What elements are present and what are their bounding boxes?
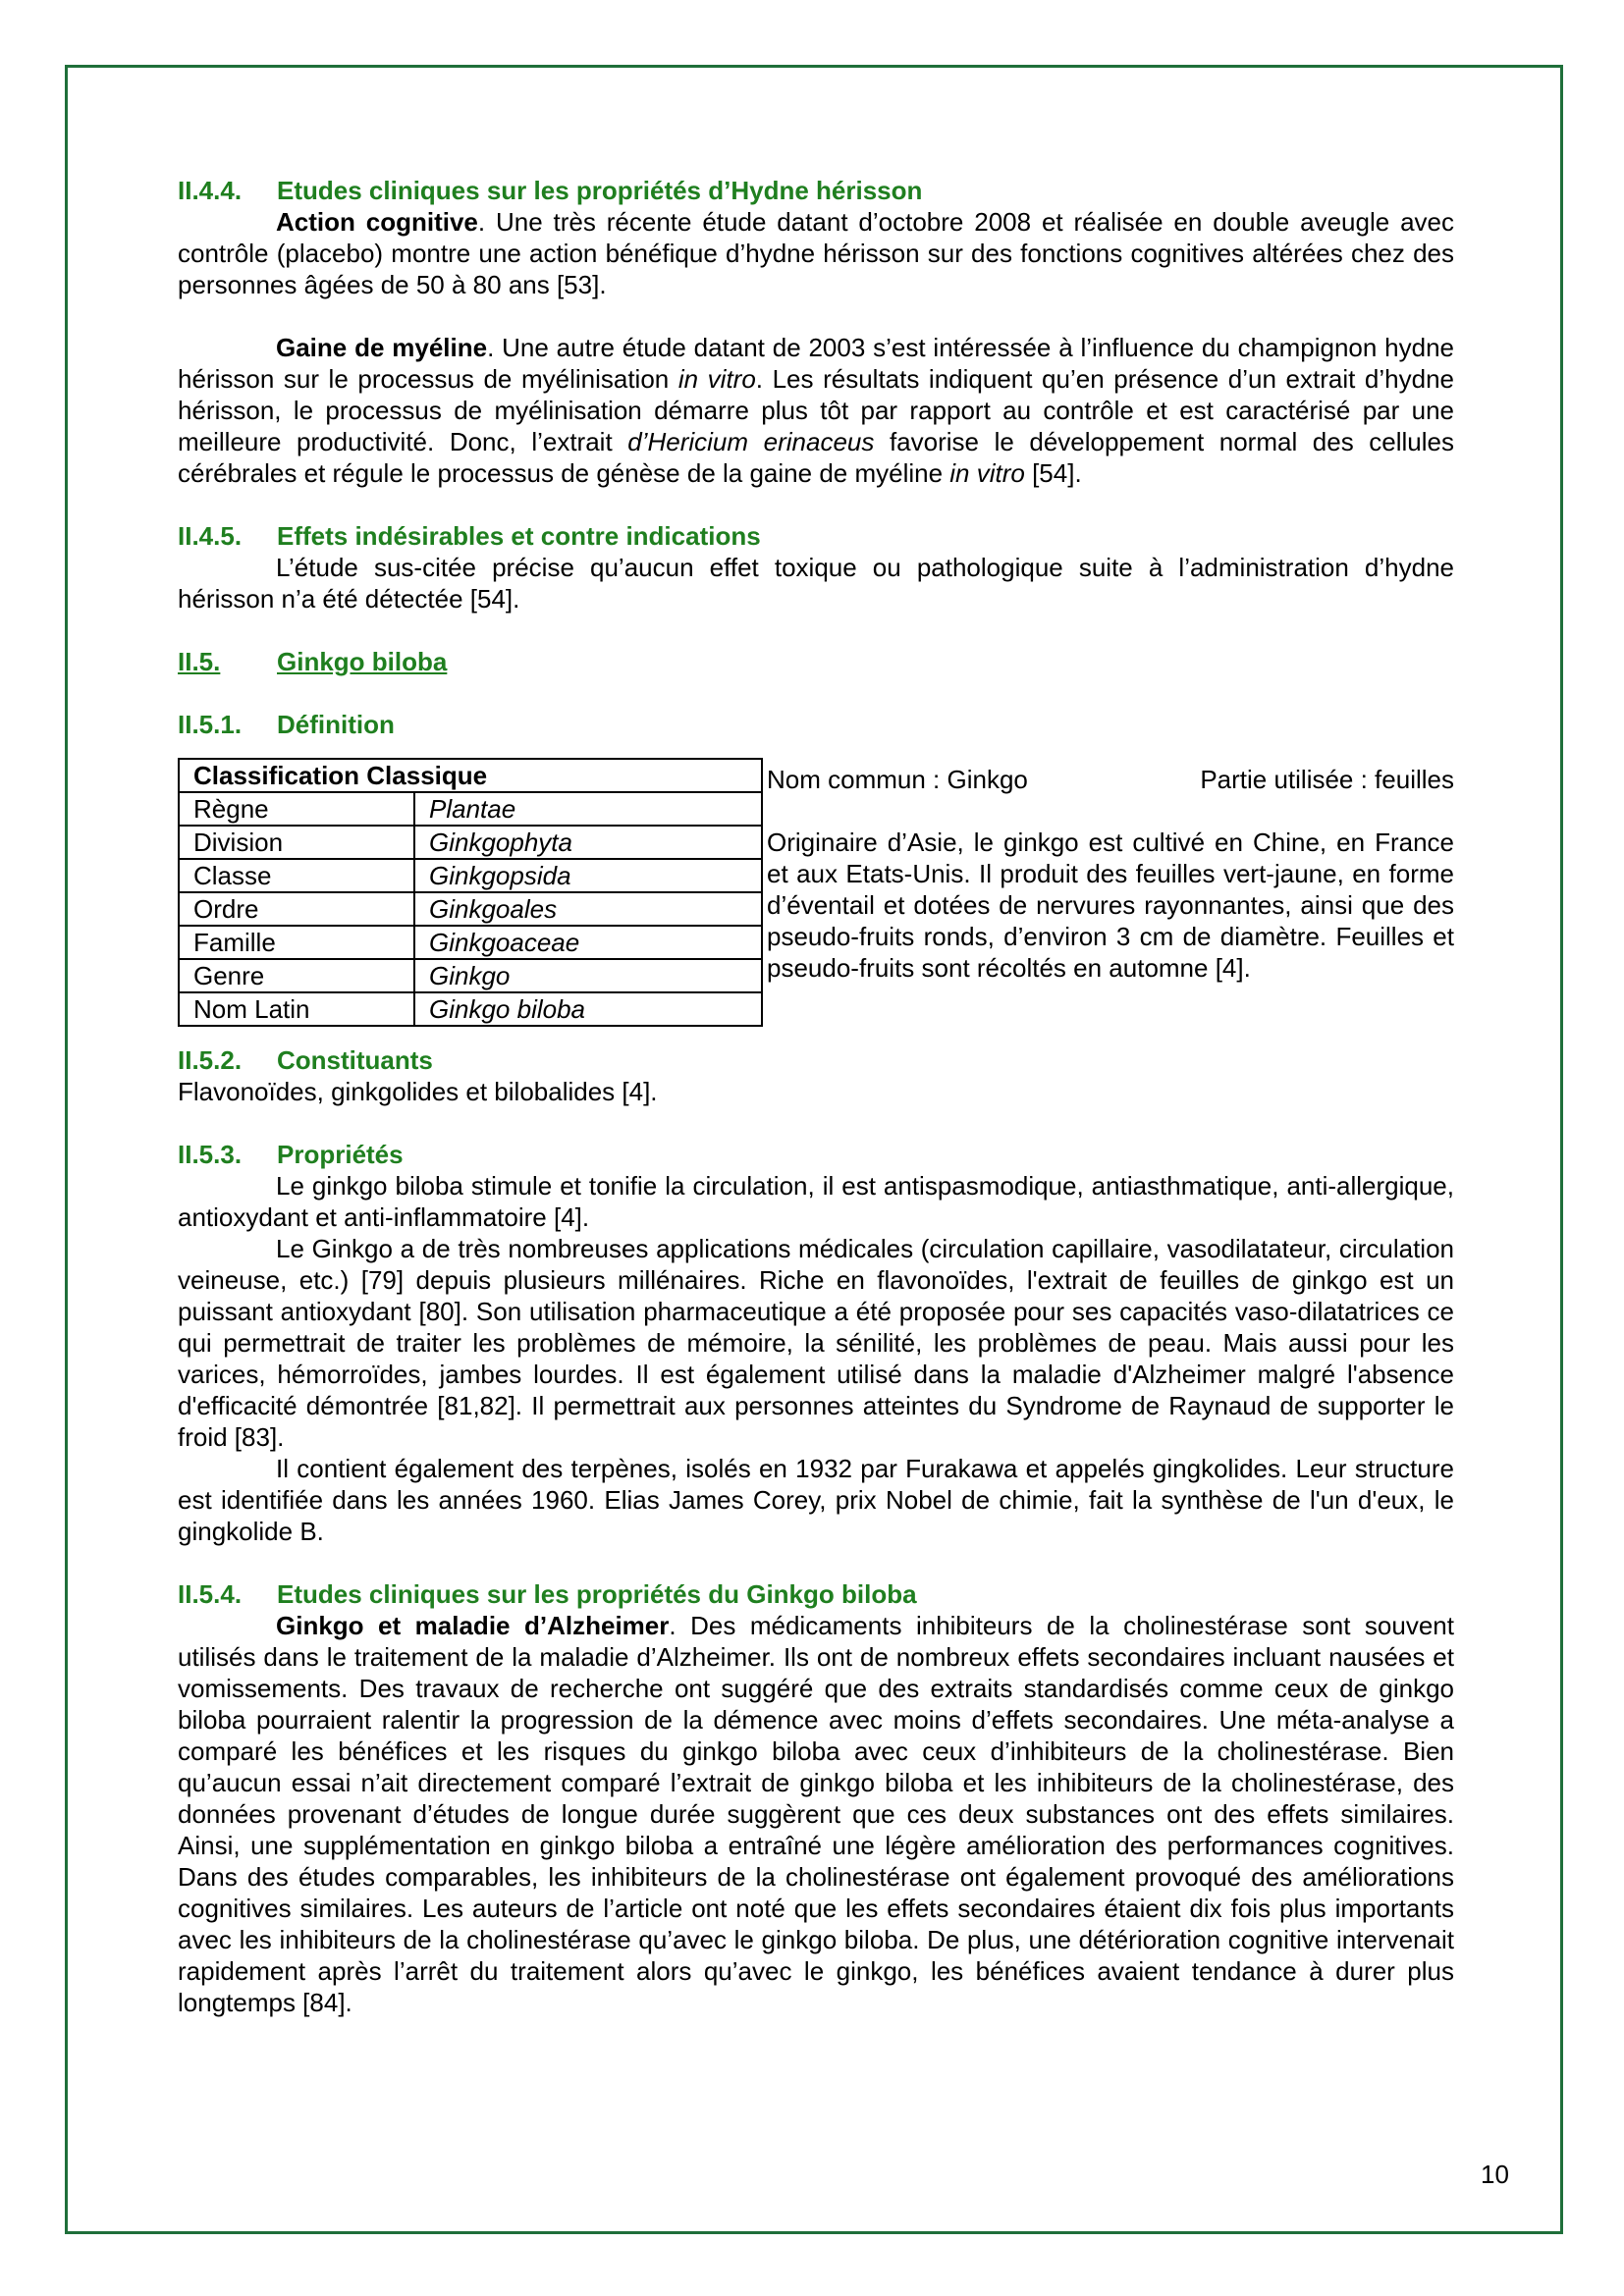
italic-term: d’Hericium erinaceus: [627, 427, 875, 456]
section-number: II.5.2.: [178, 1045, 243, 1075]
origin-description: Originaire d’Asie, le ginkgo est cultivé en Chine, en France et aux Etats-Unis. Il produit des feuilles vert-jaune, en forme d’éventail et dotées de nervures rayonnantes, ainsi que des pseudo-fruits ronds, d’environ 3 cm de diamètre. Feuilles et pseudo-fruits sont récoltés en automne [4].: [767, 828, 1454, 983]
table-cell-value: Ginkgoaceae: [414, 926, 762, 959]
bold-term: Ginkgo et maladie d’Alzheimer: [276, 1611, 670, 1640]
bold-term: Action cognitive: [276, 207, 478, 237]
paragraph-text: . Les résultats indiquent qu’en présence d’un extrait d’hydne hérisson, le processus de myélinisation démarre plus tôt par rapport au contrôle et est caractérisé par une meilleure productivité. Donc, l’extrait: [178, 364, 1454, 456]
paragraph-gaine-myeline: [178, 332, 1454, 489]
section-title: Ginkgo biloba: [277, 647, 448, 676]
paragraph-alzheimer: [178, 1610, 1454, 2018]
section-heading-ii-5-4: [178, 1578, 1454, 1610]
section-title: Propriétés: [277, 1140, 404, 1169]
table-row: [179, 892, 762, 926]
table-cell-key: Ordre: [179, 892, 414, 926]
section-number: II.5.: [178, 647, 221, 676]
section-title: Etudes cliniques sur les propriétés du Ginkgo biloba: [277, 1579, 917, 1609]
name-part-line: [767, 764, 1454, 795]
paragraph-effets: L’étude sus-citée précise qu’aucun effet toxique ou pathologique suite à l’administration d’hydne hérisson n’a été détectée [54].: [178, 553, 1454, 614]
page-content: [178, 175, 1454, 2018]
table-header: Classification Classique: [179, 759, 762, 792]
paragraph-text: . Une autre étude datant de 2003 s’est intéressée à l’influence du champignon hydne hérisson sur le processus de myélinisation: [178, 333, 1454, 394]
italic-term: in vitro: [677, 364, 756, 394]
table-cell-value: Ginkgopsida: [414, 859, 762, 892]
definition-text: [767, 758, 1454, 1027]
section-heading-ii-5-2: [178, 1044, 1454, 1076]
section-heading-ii-5-1: [178, 709, 1454, 740]
paragraph-text: . Une très récente étude datant d’octobre 2008 et réalisée en double aveugle avec contrôle (placebo) montre une action bénéfique d’hydne hérisson sur des fonctions cognitives altérées chez des personnes âgées de 50 à 80 ans [53].: [178, 207, 1454, 299]
paragraph-text: favorise le développement normal des cellules cérébrales et régule le processus de génèse de la gaine de myéline: [178, 427, 1455, 488]
page-number: 10: [1481, 2160, 1509, 2189]
classification-table: [178, 758, 763, 1027]
table-row: [179, 826, 762, 859]
table-cell-key: Division: [179, 826, 414, 859]
section-title: Constituants: [277, 1045, 433, 1075]
section-number: II.5.1.: [178, 710, 243, 739]
section-number: II.5.3.: [178, 1140, 243, 1169]
italic-term: in vitro: [949, 458, 1025, 488]
section-number: II.5.4.: [178, 1579, 243, 1609]
paragraph-proprietes-2: Le Ginkgo a de très nombreuses applications médicales (circulation capillaire, vasodilatateur, circulation veineuse, etc.) [79] depuis plusieurs millénaires. Riche en flavonoïdes, l'extrait de feuilles de ginkgo est un puissant antioxydant [80]. Son utilisation pharmaceutique a été proposée pour ses capacités vaso-dilatatrices ce qui permettrait de traiter les problèmes de mémoire, la sénilité, les problèmes de peau. Mais aussi pour les varices, hémorroïdes, jambes lourdes. Il est également utilisé dans la maladie d'Alzheimer malgré l'absence d'efficacité démontrée [81,82]. Il permettrait aux personnes atteintes du Syndrome de Raynaud de supporter le froid [83].: [178, 1234, 1454, 1452]
section-number: II.4.5.: [178, 521, 243, 551]
section-heading-ii-5-3: [178, 1139, 1454, 1170]
table-row: [179, 992, 762, 1026]
table-row: [179, 859, 762, 892]
table-cell-value: Ginkgo: [414, 959, 762, 992]
paragraph-proprietes-1: Le ginkgo biloba stimule et tonifie la circulation, il est antispasmodique, antiasthmatique, anti-allergique, antioxydant et anti-inflammatoire [4].: [178, 1171, 1454, 1232]
table-row: [179, 792, 762, 826]
paragraph-proprietes-3: Il contient également des terpènes, isolés en 1932 par Furakawa et appelés gingkolides. Leur structure est identifiée dans les années 1960. Elias James Corey, prix Nobel de chimie, fait la synthèse de l'un d'eux, le gingkolide B.: [178, 1454, 1454, 1546]
table-cell-key: Règne: [179, 792, 414, 826]
section-number: II.4.4.: [178, 176, 243, 205]
section-heading-ii-4-4: [178, 175, 1454, 206]
section-title: Effets indésirables et contre indications: [277, 521, 761, 551]
table-row: [179, 959, 762, 992]
used-part: Partie utilisée : feuilles: [1200, 765, 1454, 794]
paragraph-action-cognitive: [178, 206, 1454, 300]
table-cell-key: Famille: [179, 926, 414, 959]
table-cell-key: Genre: [179, 959, 414, 992]
table-cell-value: Ginkgo biloba: [414, 992, 762, 1026]
bold-term: Gaine de myéline: [276, 333, 488, 362]
table-row: [179, 926, 762, 959]
table-cell-value: Plantae: [414, 792, 762, 826]
paragraph-text: [54].: [1024, 458, 1082, 488]
table-cell-value: Ginkgoales: [414, 892, 762, 926]
paragraph-text: . Des médicaments inhibiteurs de la cholinestérase sont souvent utilisés dans le traitement de la maladie d’Alzheimer. Ils ont de nombreux effets secondaires incluant nausées et vomissements. Des travaux de recherche ont suggéré que des extraits standardisés comme ceux de ginkgo biloba pourraient ralentir la progression de la démence avec moins d’effets secondaires. Une méta-analyse a comparé les bénéfices et les risques du ginkgo biloba avec ceux d’inhibiteurs de la cholinestérase. Bien qu’aucun essai n’ait directement comparé l’extrait de ginkgo biloba et les inhibiteurs de la cholinestérase, des données provenant d’études de longue durée suggèrent que ces deux substances ont des effets similaires. Ainsi, une supplémentation en ginkgo biloba a entraîné une légère amélioration des performances cognitives. Dans des études comparables, les inhibiteurs de la cholinestérase ont également provoqué des améliorations cognitives similaires. Les auteurs de l’article ont noté que les effets secondaires étaient dix fois plus importants avec les inhibiteurs de la cholinestérase qu’avec le ginkgo biloba. De plus, une détérioration cognitive intervenait rapidement après l’arrêt du traitement alors qu’avec le ginkgo, les bénéfices avaient tendance à durer plus longtemps [84].: [178, 1611, 1454, 2017]
table-cell-key: Classe: [179, 859, 414, 892]
section-title: Définition: [277, 710, 395, 739]
common-name: Nom commun : Ginkgo: [767, 765, 1028, 794]
section-heading-ii-4-5: [178, 520, 1454, 552]
paragraph-constituants: Flavonoïdes, ginkgolides et bilobalides [4].: [178, 1077, 658, 1106]
table-cell-value: Ginkgophyta: [414, 826, 762, 859]
section-title: Etudes cliniques sur les propriétés d’Hydne hérisson: [277, 176, 923, 205]
table-cell-key: Nom Latin: [179, 992, 414, 1026]
section-heading-ii-5: [178, 646, 1454, 677]
table-header-row: [179, 759, 762, 792]
definition-block: [178, 758, 1454, 1027]
